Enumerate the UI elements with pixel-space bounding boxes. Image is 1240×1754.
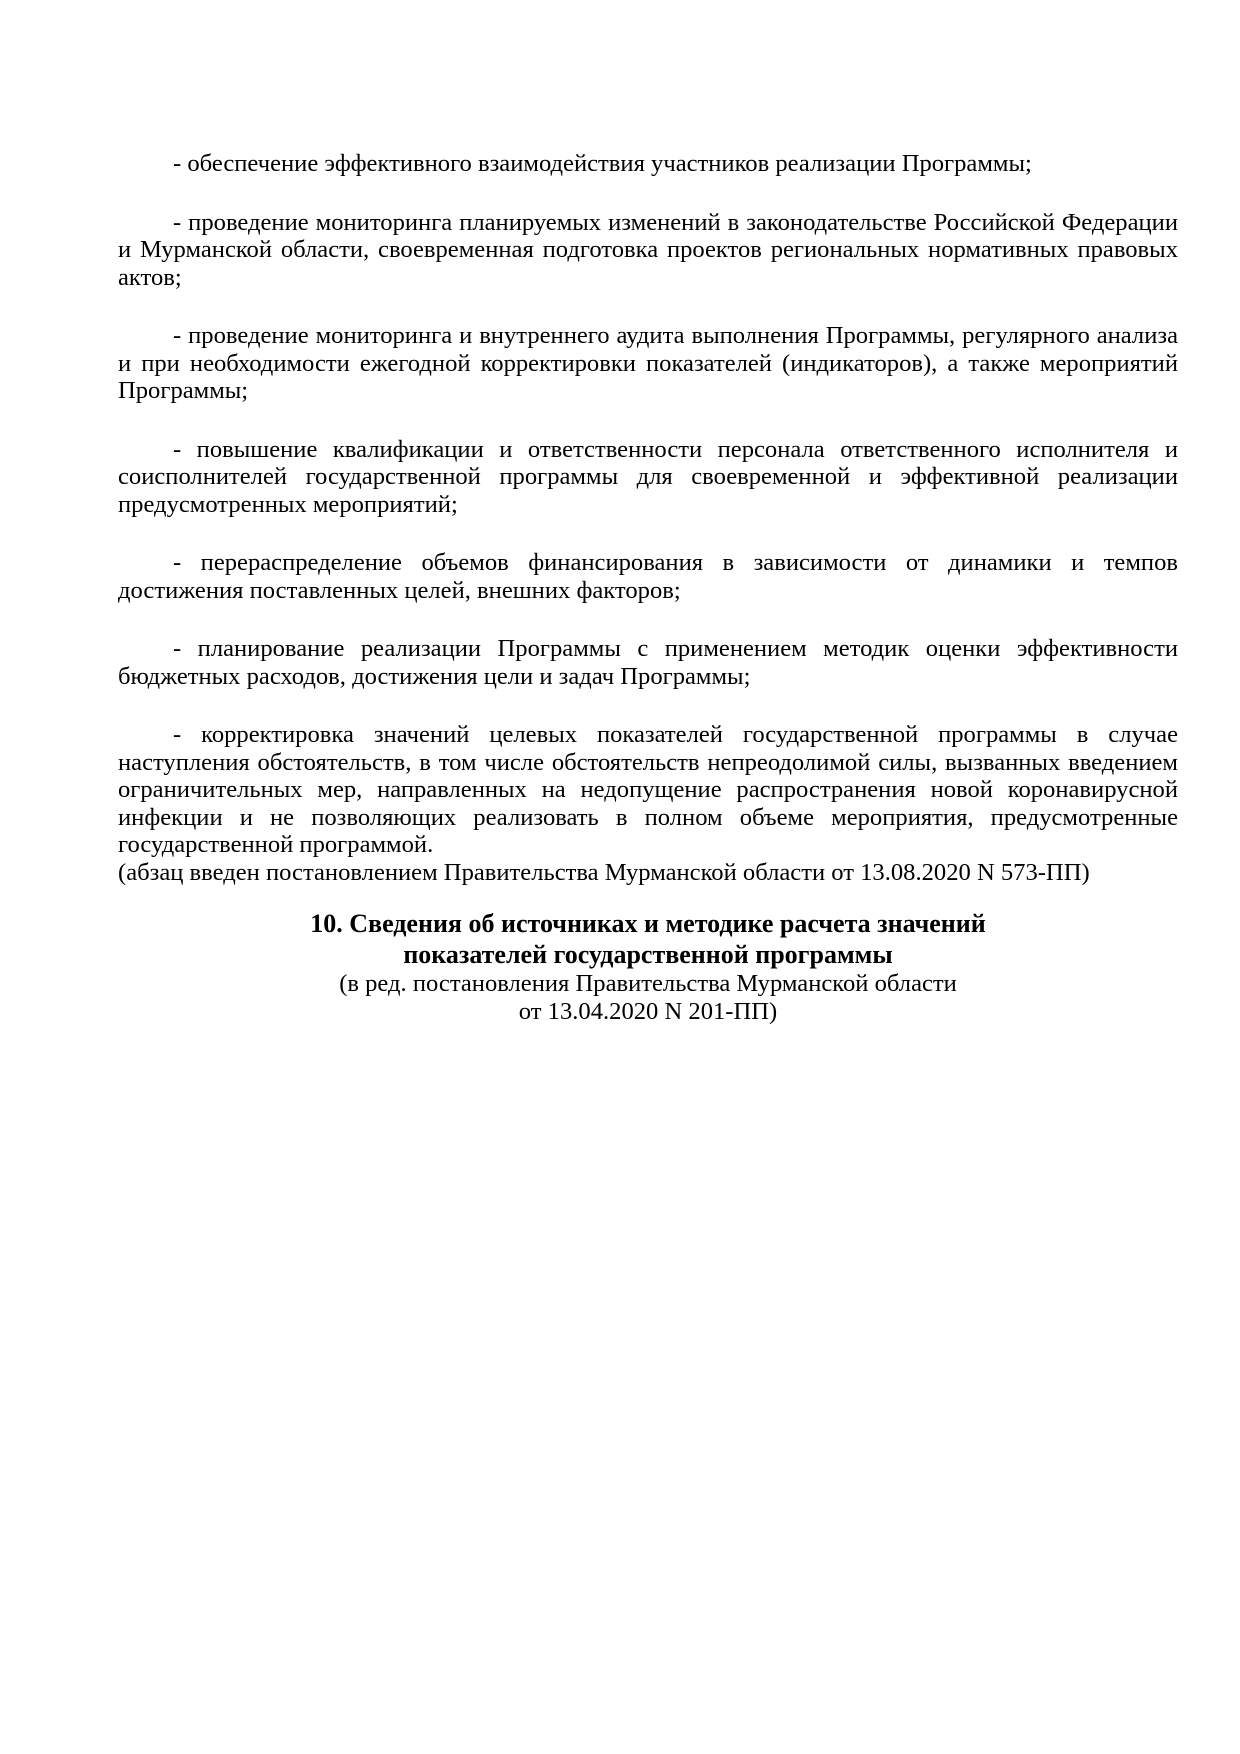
amendment-note: (абзац введен постановлением Правительства Мурманской области от 13.08.2020 N 573-ПП) xyxy=(118,858,1090,886)
section-heading xyxy=(118,908,1178,1026)
section-subtitle-line-1: (в ред. постановления Правительства Мурманской области xyxy=(339,970,957,997)
section-subtitle-line-2: от 13.04.2020 N 201-ПП) xyxy=(518,998,778,1025)
paragraph-qualification: - повышение квалификации и ответственности персонала ответственного исполнителя и соисполнителей государственной программы для своевременной и эффективной реализации предусмотренных мероприятий; xyxy=(118,435,1178,518)
section-title-line-1: 10. Сведения об источниках и методике расчета значений xyxy=(310,909,986,938)
paragraph-audit: - проведение мониторинга и внутреннего аудита выполнения Программы, регулярного анализа и при необходимости ежегодной корректировки показателей (индикаторов), а также мероприятий Программы; xyxy=(118,322,1178,404)
paragraph-adjustment: - корректировка значений целевых показателей государственной программы в случае наступления обстоятельств, в том числе обстоятельств непреодолимой силы, вызванных введением ограничительных мер, направленных на недопущение распространения новой коронавирусной инфекции и не позволяющих реализовать в полном объеме мероприятия, предусмотренные государственной программой. xyxy=(118,721,1178,858)
paragraph-redistribution: - перераспределение объемов финансирования в зависимости от динамики и темпов достижения поставленных целей, внешних факторов; xyxy=(118,549,1178,604)
document-body xyxy=(118,150,1178,1026)
paragraph-legislation-monitoring: - проведение мониторинга планируемых изменений в законодательстве Российской Федерации и Мурманской области, своевременная подготовка проектов региональных нормативных правовых актов; xyxy=(118,208,1178,291)
paragraph-planning: - планирование реализации Программы с применением методик оценки эффективности бюджетных расходов, достижения цели и задач Программы; xyxy=(118,635,1178,690)
section-title-line-2: показателей государственной программы xyxy=(403,940,893,969)
paragraph-interaction: - обеспечение эффективного взаимодействия участников реализации Программы; xyxy=(173,150,1032,177)
